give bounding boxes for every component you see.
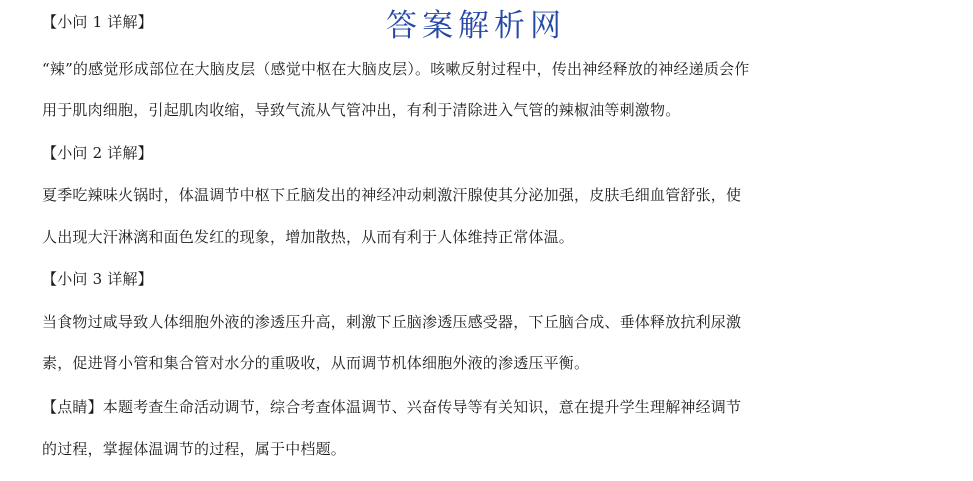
paragraph-line: “辣”的感觉形成部位在大脑皮层（感觉中枢在大脑皮层）。咳嗽反射过程中，传出神经释放的神经递质会作 <box>42 60 750 78</box>
commentary-line: 的过程，掌握体温调节的过程，属于中档题。 <box>42 440 347 458</box>
paragraph-line: 素，促进肾小管和集合管对水分的重吸收，从而调节机体细胞外液的渗透压平衡。 <box>42 354 590 372</box>
section-heading-q3: 【小问 3 详解】 <box>42 270 153 288</box>
commentary-line: 【点睛】本题考查生命活动调节，综合考查体温调节、兴奋传导等有关知识，意在提升学生理解神经调节 <box>42 398 742 416</box>
paragraph-line: 人出现大汗淋漓和面色发红的现象，增加散热，从而有利于人体维持正常体温。 <box>42 228 575 246</box>
section-heading-q2: 【小问 2 详解】 <box>42 144 153 162</box>
watermark: 答案解析网 <box>386 8 566 44</box>
paragraph-line: 当食物过咸导致人体细胞外液的渗透压升高，刺激下丘脑渗透压感受器，下丘脑合成、垂体释放抗利尿激 <box>42 313 742 331</box>
paragraph-line: 用于肌肉细胞，引起肌肉收缩，导致气流从气管冲出，有利于清除进入气管的辣椒油等刺激物。 <box>42 101 681 119</box>
section-heading-q1: 【小问 1 详解】 <box>42 13 153 31</box>
paragraph-line: 夏季吃辣味火锅时，体温调节中枢下丘脑发出的神经冲动刺激汗腺使其分泌加强，皮肤毛细血管舒张，使 <box>42 186 742 204</box>
